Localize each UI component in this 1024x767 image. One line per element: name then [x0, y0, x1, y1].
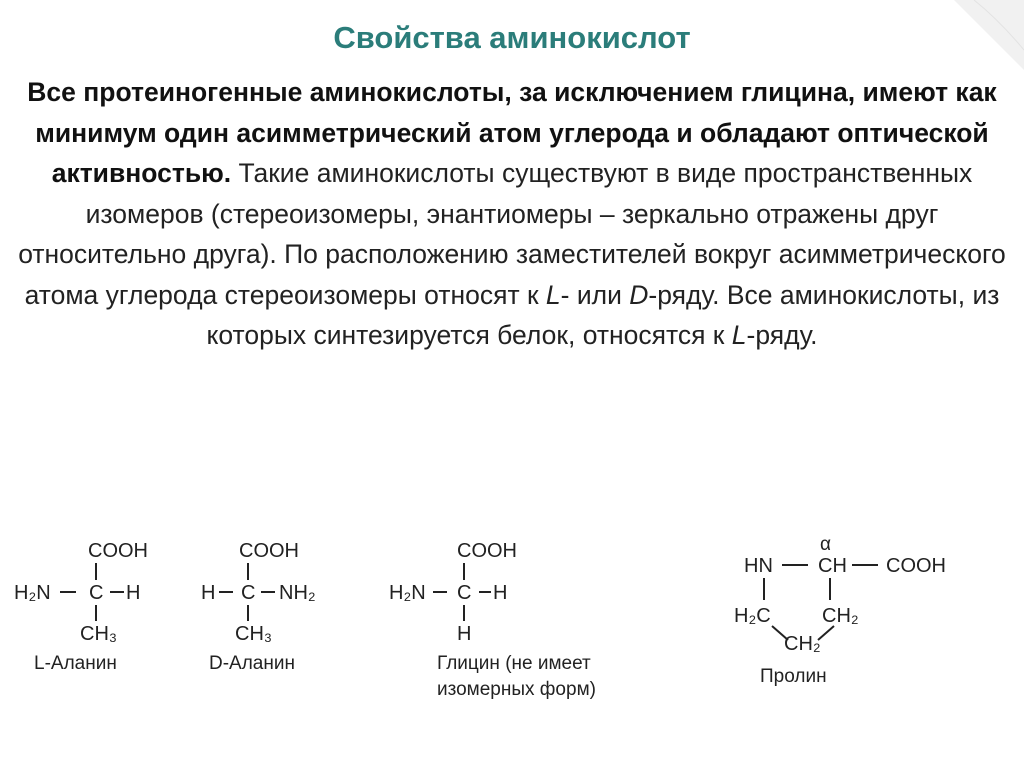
gly-center: C	[457, 582, 472, 604]
body-paragraph	[8, 72, 1016, 356]
slide-title: Свойства аминокислот	[333, 20, 691, 55]
italic-l-2: L	[731, 320, 747, 350]
pro-caption: Пролин	[760, 666, 827, 687]
text-part-2: - или	[560, 279, 630, 310]
text-part-3: -ряду. Все аминокислоты, из которых синтезируется белок, относятся к	[206, 279, 1000, 350]
l-ala-bottom: CH₃	[80, 623, 118, 645]
pro-alpha: α	[820, 534, 831, 555]
gly-right: H	[493, 582, 508, 604]
gly-left: H₂N	[389, 582, 426, 604]
bold-statement: Все протеиногенные аминокислоты, за исключением глицина, имеют как минимум один асимметрический атом углерода и обладают оптической активностью.	[27, 77, 997, 188]
gly-bottom: H	[457, 623, 472, 645]
italic-d: D	[629, 279, 649, 310]
l-ala-right: H	[126, 582, 141, 604]
l-ala-center: C	[89, 582, 104, 604]
l-alanine-formula	[10, 535, 170, 675]
l-ala-caption: L-Аланин	[34, 653, 117, 674]
text-part-1: Такие аминокислоты существуют в виде пространственных изомеров (стереоизомеры, энантиомеры – зеркально отражены друг относительно друга). По расположению заместителей вокруг асимметрического атома углерода стереоизомеры относят к	[18, 158, 1006, 310]
gly-top: COOH	[457, 540, 517, 562]
text-part-4: -ряду.	[746, 320, 818, 350]
d-alanine-formula	[195, 535, 355, 675]
d-ala-center: C	[241, 582, 256, 604]
l-ala-top: COOH	[88, 540, 148, 562]
d-ala-top: COOH	[239, 540, 299, 562]
proline-formula	[730, 530, 990, 690]
pro-ch2-bottom: CH₂	[784, 633, 821, 655]
d-ala-right: NH₂	[279, 582, 316, 604]
glycine-formula	[385, 535, 665, 705]
d-ala-bottom: CH₃	[235, 623, 273, 645]
pro-ch2-right: CH₂	[822, 605, 859, 627]
pro-cooh: COOH	[886, 555, 946, 577]
l-ala-left: H₂N	[14, 582, 51, 604]
pro-ch: CH	[818, 555, 847, 577]
d-ala-left: H	[201, 582, 216, 604]
gly-caption-line2: изомерных форм)	[437, 679, 596, 700]
pro-h2c: H₂C	[734, 605, 771, 627]
italic-l: L	[545, 279, 561, 310]
pro-hn: HN	[744, 555, 773, 577]
d-ala-caption: D-Аланин	[209, 653, 295, 674]
gly-caption-line1: Глицин (не имеет	[437, 653, 591, 674]
